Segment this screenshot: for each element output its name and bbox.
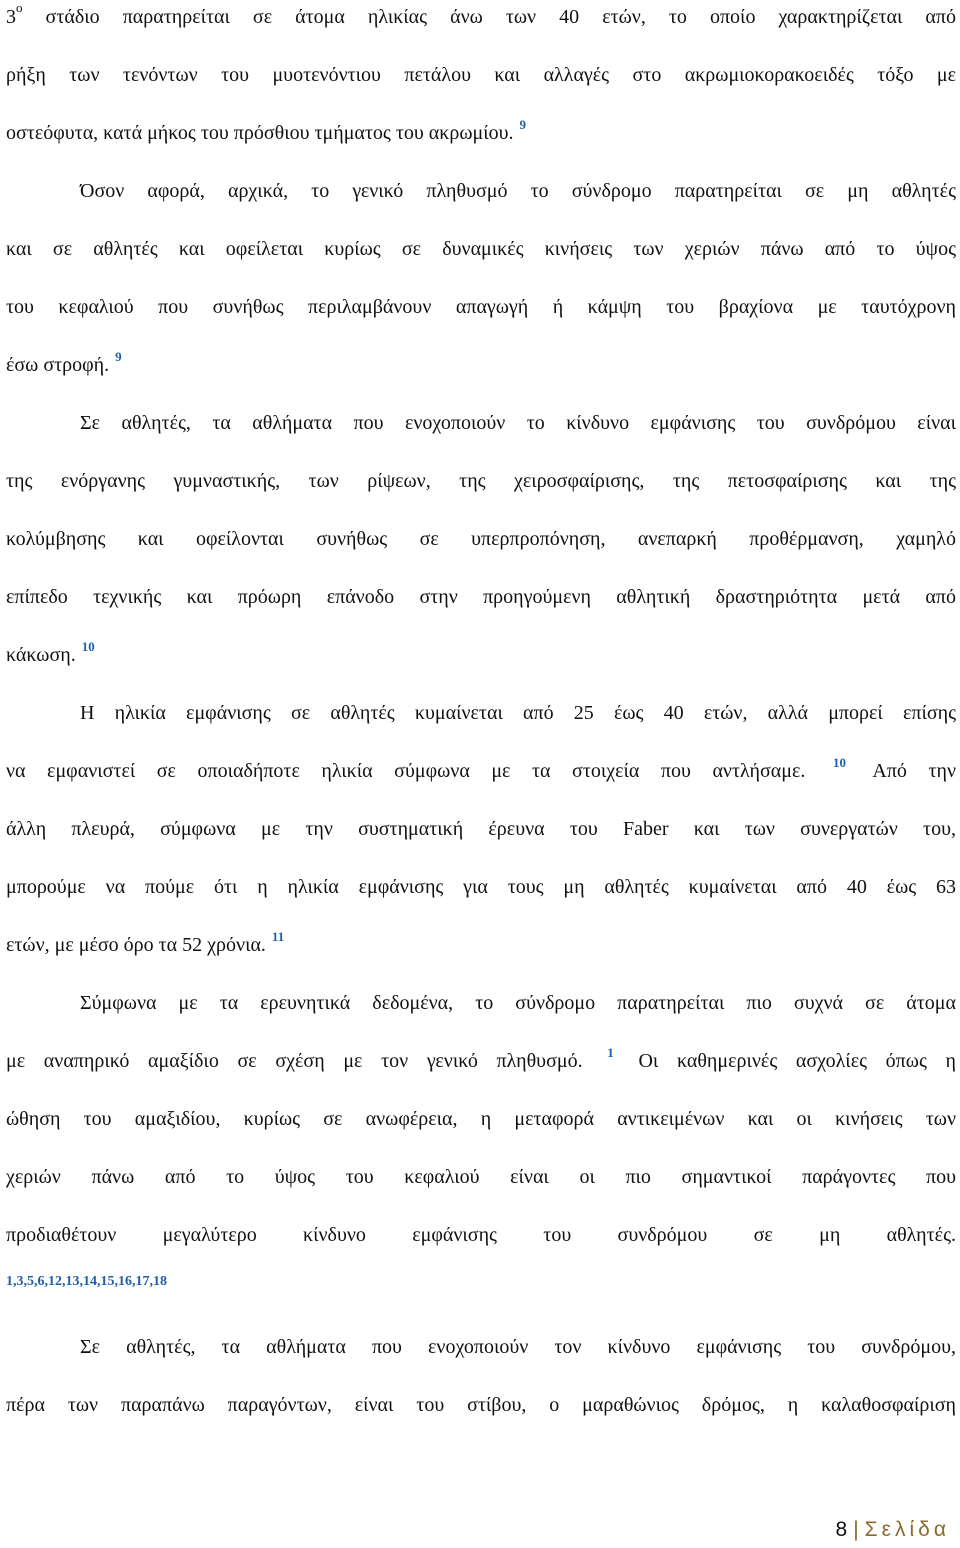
paragraph-line: ρήξη των τενόντων του μυοτενόντιου πετάλου και αλλαγές στο ακρωμιοκορακοειδές τόξο με — [6, 64, 956, 86]
paragraph-line: με αναπηρικό αμαξίδιο σε σχέση με τον γενικό πληθυσμό. $^1$ Οι καθημερινές ασχολίες όπως η — [6, 1045, 957, 1072]
paragraph-line: κάκωση. $^{10}$ — [6, 639, 95, 666]
paragraph-line: πέρα των παραπάνω παραγόντων, είναι του στίβου, ο μαραθώνιος δρόμος, η καλαθοσφαίριση — [6, 1394, 956, 1416]
page-number: 8 — [835, 1518, 848, 1541]
paragraph-line: της ενόργανης γυμναστικής, των ρίψεων, της χειροσφαίρισης, της πετοσφαίρισης και της — [6, 470, 956, 492]
paragraph-line: του κεφαλιού που συνήθως περιλαμβάνουν απαγωγή ή κάμψη του βραχίονα με ταυτόχρονη — [6, 296, 956, 318]
citation-ref-list: 1,3,5,6,12,13,14,15,16,17,18 — [6, 1274, 167, 1289]
paragraph-line: Η ηλικία εμφάνισης σε αθλητές κυμαίνεται από 25 έως 40 ετών, αλλά μπορεί επίσης — [80, 702, 956, 724]
paragraph-line: ώθηση του αμαξιδίου, κυρίως σε ανωφέρεια, η μεταφορά αντικειμένων και οι κινήσεις των — [6, 1108, 956, 1130]
paragraph-line: Όσον αφορά, αρχικά, το γενικό πληθυσμό το σύνδρομο παρατηρείται σε μη αθλητές — [80, 180, 956, 202]
footer-separator: | — [853, 1518, 859, 1541]
citation-list — [6, 1264, 956, 1294]
page-label: Σελίδα — [864, 1518, 950, 1541]
citation-ref: 10 — [81, 639, 95, 654]
paragraph-line: επίπεδο τεχνικής και πρόωρη επάνοδο στην προηγούμενη αθλητική δραστηριότητα μετά από — [6, 586, 956, 608]
paragraph-line: Σε αθλητές, τα αθλήματα που ενοχοποιούν το κίνδυνο εμφάνισης του συνδρόμου είναι — [80, 412, 956, 434]
paragraph-line: ετών, με μέσο όρο τα 52 χρόνια. $^{11}$ — [6, 929, 285, 956]
paragraph-line: να εμφανιστεί σε οποιαδήποτε ηλικία σύμφωνα με τα στοιχεία που αντλήσαμε. $^{10}$ Από την — [6, 755, 956, 782]
page-footer — [836, 1518, 951, 1548]
paragraph-line: και σε αθλητές και οφείλεται κυρίως σε δυναμικές κινήσεις των χεριών πάνω από το ύψος — [6, 238, 956, 260]
paragraph-line: οστεόφυτα, κατά μήκος του πρόσθιου τμήματος του ακρωμίου. $^9$ — [6, 117, 526, 144]
paragraph-line: χεριών πάνω από το ύψος του κεφαλιού είναι οι πιο σημαντικοί παράγοντες που — [6, 1166, 956, 1188]
paragraph-line: προδιαθέτουν μεγαλύτερο κίνδυνο εμφάνισης του συνδρόμου σε μη αθλητές. — [6, 1224, 956, 1246]
citation-ref: 9 — [115, 349, 122, 364]
citation-ref: 11 — [271, 929, 285, 944]
paragraph-line: Σε αθλητές, τα αθλήματα που ενοχοποιούν τον κίνδυνο εμφάνισης του συνδρόμου, — [80, 1336, 956, 1358]
paragraph-line: κολύμβησης και οφείλονται συνήθως σε υπερπροπόνηση, ανεπαρκή προθέρμανση, χαμηλό — [6, 528, 956, 550]
paragraph-line: έσω στροφή. $^9$ — [6, 349, 122, 376]
citation-ref: 10 — [832, 755, 846, 770]
lead-number: 3 — [6, 6, 16, 28]
ordinal-superscript: ο — [16, 0, 23, 15]
citation-ref: 9 — [519, 117, 526, 132]
paragraph-line: μπορούμε να πούμε ότι η ηλικία εμφάνισης για τους μη αθλητές κυμαίνεται από 40 έως 63 — [6, 876, 956, 898]
paragraph-line: Σύμφωνα με τα ερευνητικά δεδομένα, το σύνδρομο παρατηρείται πιο συχνά σε άτομα — [80, 992, 956, 1014]
paragraph-line: $3^o$ στάδιο παρατηρείται σε άτομα ηλικίας άνω των 40 ετών, το οποίο χαρακτηρίζεται από — [6, 0, 956, 28]
citation-ref: 1 — [607, 1045, 614, 1060]
paragraph-line: άλλη πλευρά, σύμφωνα με την συστηματική έρευνα του Faber και των συνεργατών του, — [6, 818, 956, 840]
